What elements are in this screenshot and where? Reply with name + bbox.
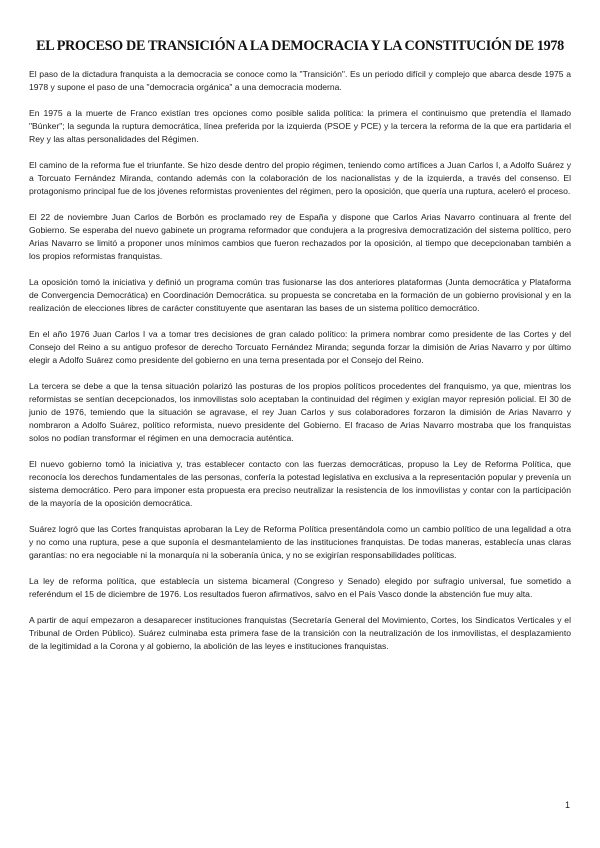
paragraph-new-government: El nuevo gobierno tomó la iniciativa y, tras establecer contacto con las fuerzas democráticas, propuso la Ley de Reforma Política, que reconocía los derechos fundamentales de las personas, confería la potestad legislativa en exclusiva a la representación popular y prevenía un sistema democrático. Pero para imponer esta propuesta era preciso neutralizar la resistencia de los inmovilistas y contar con la participación de la mayoría de la oposición democrática.	[29, 459, 571, 508]
paragraph-three-options: En 1975 a la muerte de Franco existían tres opciones como posible salida política: la primera el continuismo que pretendía el llamado "Búnker"; la segunda la ruptura democrática, línea preferida por la izquierda (PSOE y PCE) y la tercera la reforma de la que era partidaria el Rey y las altas personalidades del Régimen.	[29, 108, 571, 144]
page-number: 1	[564, 800, 570, 810]
paragraph-opposition: La oposición tomó la iniciativa y definió un programa común tras fusionarse las dos anteriores plataformas (Junta democrática y Plataforma de Convergencia Democrática) en Coordinación Democrática. su propuesta se concretaba en la formación de un gobierno provisional y en la realización de elecciones libres de carácter constituyente que asentaran las bases de un sistema político democrático.	[29, 277, 571, 313]
paragraph-referendum: La ley de reforma política, que establecía un sistema bicameral (Congreso y Senado) elegido por sufragio universal, fue sometido a referéndum el 15 de diciembre de 1976. Los resultados fueron afirmativos, salvo en el País Vasco donde la abstención fue muy alta.	[29, 576, 571, 599]
paragraph-third-decision: La tercera se debe a que la tensa situación polarizó las posturas de los propios políticos procedentes del franquismo, ya que, mientras los reformistas se sentían decepcionados, los inmovilistas solo aceptaban la continuidad del régimen y exigían mayor represión policial. El 30 de junio de 1976, temiendo que la situación se agravase, el rey Juan Carlos y sus colaboradores forzaron la dimisión de Arias Navarro y nombraron a Adolfo Suárez, político reformista, nuevo presidente del Gobierno. El fracaso de Arias Navarro mostraba que los franquistas solos no podían transformar el régimen en una democracia auténtica.	[29, 381, 571, 443]
paragraph-suarez-reform: Suárez logró que las Cortes franquistas aprobaran la Ley de Reforma Política presentándola como un cambio político de una legalidad a otra y no como una ruptura, pese a que suponía el desmantelamiento de las instituciones franquistas. De todas maneras, establecía unas claras garantías: no era negociable ni la monarquía ni la soberanía única, y no se exigirían responsabilidades políticas.	[29, 524, 571, 560]
paragraph-intro: El paso de la dictadura franquista a la democracia se conoce como la "Transición". Es un periodo difícil y complejo que abarca desde 1975 a 1978 y supone el paso de una "democracia orgánica" a una democracia moderna.	[29, 69, 571, 92]
paragraph-reform-path: El camino de la reforma fue el triunfante. Se hizo desde dentro del propio régimen, teniendo como artífices a Juan Carlos I, a Adolfo Suárez y a Torcuato Fernández Miranda, contando además con la colaboración de los nacionalistas y de la izquierda, a través del consenso. El protagonismo principal fue de los jóvenes reformistas provenientes del régimen, pero la oposición, que quería una ruptura, aceleró el proceso.	[29, 160, 571, 196]
paragraph-institutions: A partir de aquí empezaron a desaparecer instituciones franquistas (Secretaría General del Movimiento, Cortes, los Sindicatos Verticales y el Tribunal de Orden Público). Suárez culminaba esta primera fase de la transición con la neutralización de los inmovilistas, el desplazamiento de la legitimidad a la Corona y al gobierno, la abolición de las leyes e instituciones franquistas.	[29, 615, 571, 651]
paragraph-proclamation: El 22 de noviembre Juan Carlos de Borbón es proclamado rey de España y dispone que Carlos Arias Navarro continuara al frente del Gobierno. Se esperaba del nuevo gabinete un programa reformador que condujera a la progresiva democratización del sistema político, pero Arias Navarro se limitó a proponer unos mínimos cambios que fueron rechazados por la oposición, al tiempo que decepcionaban también a los propios reformistas franquistas.	[29, 212, 571, 261]
document-title: EL PROCESO DE TRANSICIÓN A LA DEMOCRACIA Y LA CONSTITUCIÓN DE 1978	[36, 38, 564, 54]
paragraph-1976-decisions: En el año 1976 Juan Carlos I va a tomar tres decisiones de gran calado político: la primera nombrar como presidente de las Cortes y del Consejo del Reino a su antiguo profesor de derecho Torcuato Fernández Miranda; segunda forzar la dimisión de Arias Navarro y por último elegir a Adolfo Suárez como presidente del gobierno en una terna presentada por el Consejo del Reino.	[29, 329, 571, 365]
